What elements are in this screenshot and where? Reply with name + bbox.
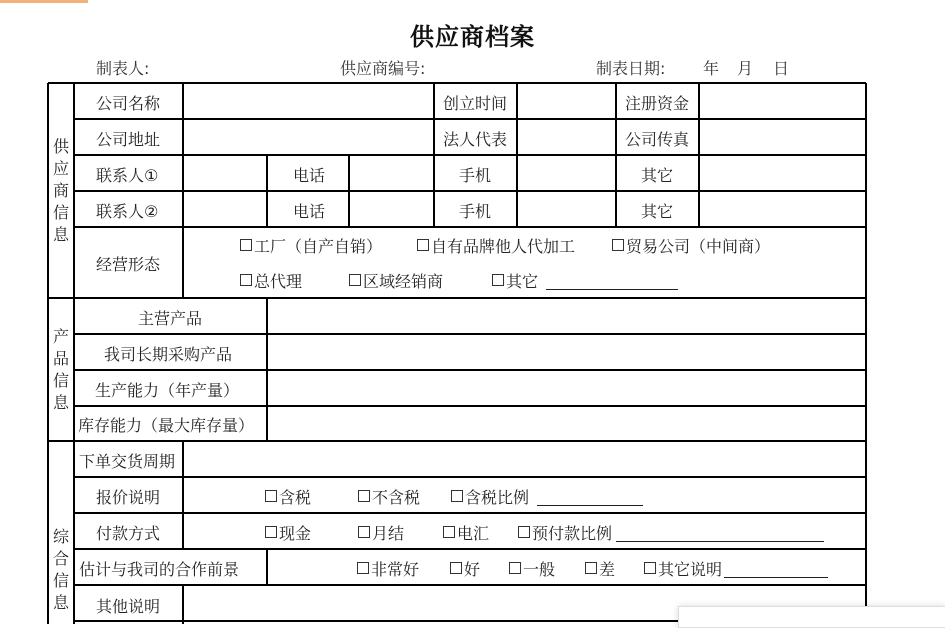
prospect-option-very-good[interactable]: 非常好 xyxy=(357,557,419,580)
payment-option-cash[interactable]: 现金 xyxy=(265,521,311,544)
address-label: 公司地址 xyxy=(96,130,161,149)
year-label: 年 xyxy=(703,59,720,78)
checkbox-icon xyxy=(644,562,656,574)
checkbox-icon xyxy=(443,526,455,538)
checkbox-icon xyxy=(612,239,624,251)
main-products-label: 主营产品 xyxy=(138,309,203,328)
lead-time-label: 下单交货周期 xyxy=(79,452,176,471)
business-form-label: 经营形态 xyxy=(96,255,161,274)
prospect-option-good[interactable]: 好 xyxy=(450,557,480,580)
business-option-trading[interactable]: 贸易公司（中间商） xyxy=(612,234,770,257)
contact1-mobile-label: 手机 xyxy=(459,166,492,185)
prospect-option-other[interactable]: 其它说明 xyxy=(644,557,828,580)
payment-option-monthly[interactable]: 月结 xyxy=(358,521,404,544)
quote-option-tax-incl[interactable]: 含税 xyxy=(265,485,311,508)
quote-option-tax-excl[interactable]: 不含税 xyxy=(358,485,420,508)
capital-label: 注册资金 xyxy=(625,94,690,113)
day-label: 日 xyxy=(773,59,790,78)
contact2-mobile-label: 手机 xyxy=(459,202,492,221)
notes-label: 其他说明 xyxy=(96,597,161,616)
fax-label: 公司传真 xyxy=(625,130,690,149)
contact1-other-label: 其它 xyxy=(641,166,674,185)
page-title: 供应商档案 xyxy=(410,22,535,51)
stock-label: 库存能力（最大库存量） xyxy=(78,416,255,435)
notification-popup[interactable] xyxy=(678,606,945,628)
fill-line xyxy=(537,505,643,506)
checkbox-icon xyxy=(450,562,462,574)
quote-label: 报价说明 xyxy=(96,488,161,507)
checkbox-icon xyxy=(265,526,277,538)
prospect-option-average[interactable]: 一般 xyxy=(509,557,555,580)
checkbox-icon xyxy=(518,526,530,538)
capacity-label: 生产能力（年产量） xyxy=(95,381,240,400)
section-label-supplier: 供 应 商 信 息 xyxy=(52,137,69,244)
checkbox-icon xyxy=(358,490,370,502)
contact2-phone-label: 电话 xyxy=(293,202,326,221)
quote-option-tax-ratio[interactable]: 含税比例 xyxy=(451,485,643,508)
section-label-general: 综 合 信 息 xyxy=(52,527,69,612)
checkbox-icon xyxy=(492,274,504,286)
checkbox-icon xyxy=(240,274,252,286)
business-option-regional[interactable]: 区域经销商 xyxy=(349,269,443,292)
contact1-phone-label: 电话 xyxy=(293,166,326,185)
fill-line xyxy=(724,577,828,578)
checkbox-icon xyxy=(349,274,361,286)
checkbox-icon xyxy=(417,239,429,251)
date-label: 制表日期: xyxy=(596,59,666,78)
prospect-label: 估计与我司的合作前景 xyxy=(79,560,240,579)
supplier-number-label: 供应商编号: xyxy=(340,59,426,78)
contact2-label: 联系人② xyxy=(96,202,159,221)
month-label: 月 xyxy=(737,59,754,78)
legal-rep-label: 法人代表 xyxy=(443,130,508,149)
maker-label: 制表人: xyxy=(96,59,150,78)
checkbox-icon xyxy=(509,562,521,574)
contact2-other-label: 其它 xyxy=(641,202,674,221)
business-option-agent[interactable]: 总代理 xyxy=(240,269,302,292)
payment-option-prepay[interactable]: 预付款比例 xyxy=(518,521,824,544)
founded-label: 创立时间 xyxy=(443,94,508,113)
long-term-products-label: 我司长期采购产品 xyxy=(104,345,233,364)
payment-label: 付款方式 xyxy=(96,524,161,543)
fill-line xyxy=(616,541,824,542)
checkbox-icon xyxy=(265,490,277,502)
checkbox-icon xyxy=(240,239,252,251)
section-label-product: 产 品 信 息 xyxy=(52,327,69,412)
checkbox-icon xyxy=(451,490,463,502)
checkbox-icon xyxy=(585,562,597,574)
fill-line xyxy=(546,289,678,290)
contact1-label: 联系人① xyxy=(96,166,159,185)
company-name-label: 公司名称 xyxy=(96,94,161,113)
business-option-oem[interactable]: 自有品牌他人代加工 xyxy=(417,234,575,257)
business-option-other[interactable]: 其它 xyxy=(492,269,678,292)
prospect-option-poor[interactable]: 差 xyxy=(585,557,615,580)
checkbox-icon xyxy=(357,562,369,574)
business-option-factory[interactable]: 工厂（自产自销） xyxy=(240,234,382,257)
payment-option-wire[interactable]: 电汇 xyxy=(443,521,489,544)
checkbox-icon xyxy=(358,526,370,538)
